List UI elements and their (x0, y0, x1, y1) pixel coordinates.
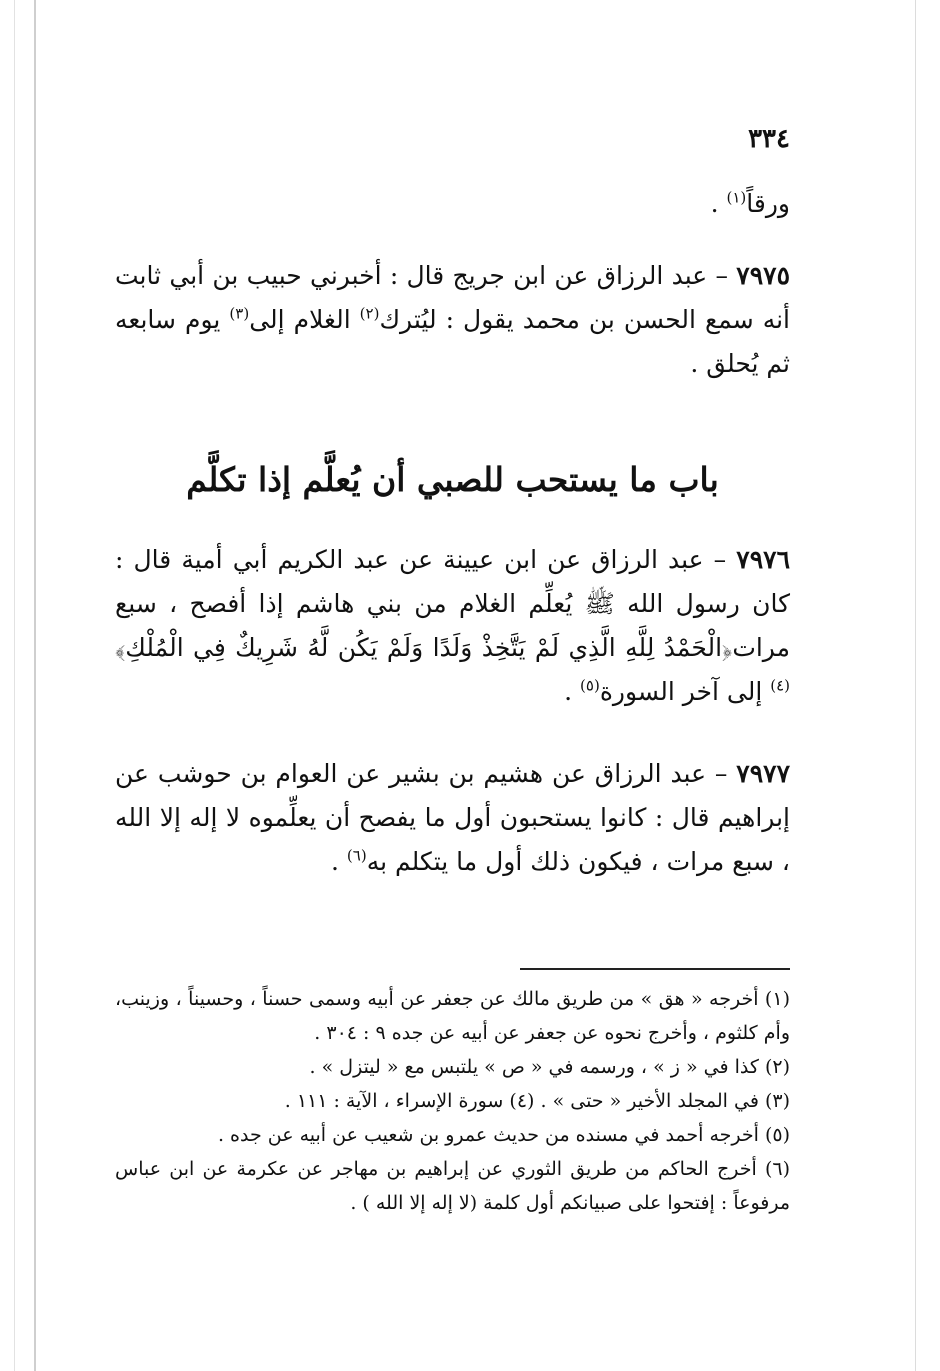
footnotes (115, 982, 790, 1220)
scan-edge-line (34, 0, 36, 1371)
chapter-heading: باب ما يستحب للصبي أن يُعلَّم إذا تكلَّم (186, 460, 719, 499)
hadith-number: ٧٩٧٦ (736, 545, 790, 574)
footnote-ref: (١) (726, 188, 747, 207)
quran-verse: ﴿الْحَمْدُ لِلَّهِ الَّذِي لَمْ يَتَّخِذْ وَلَدًا وَلَمْ يَكُن لَّهُ شَرِيكٌ فِي الْمُلْكِ﴾ (115, 633, 733, 662)
continuation-line (115, 182, 790, 226)
footnote-separator (520, 968, 790, 970)
footnote-ref: (٢) (359, 304, 380, 323)
footnote-5: (٥) أخرجه أحمد في مسنده من حديث عمرو بن شعيب عن أبيه عن جده . (217, 1124, 790, 1146)
hadith-text: إلى آخر السورة (599, 677, 771, 706)
footnote-1: (١) أخرجه « هق » من طريق مالك عن جعفر عن أبيه وسمى حسناً ، وحسيناً ، وزينب، وأم كلثوم ، وأخرج نحوه عن جعفر عن أبيه عن جده ٩ : ٣٠٤ . (115, 988, 790, 1044)
hadith-text: . (564, 677, 581, 706)
hadith-number: ٧٩٧٧ (736, 759, 790, 788)
hadith-7977 (115, 752, 790, 884)
hadith-text: يوم سابعه ثم يُحلق . (115, 305, 790, 378)
footnote-ref: (٦) (346, 846, 367, 865)
hadith-text: – عبد الرزاق عن هشيم بن بشير عن العوام بن حوشب عن إبراهيم قال : كانوا يستحبون أول ما يفصح أن يعلِّموه لا إله إلا الله ، سبع مرات ، فيكون ذلك أول ما يتكلم به (115, 759, 790, 876)
hadith-text: – عبد الرزاق عن ابن عيينة عن عبد الكريم أبي أمية قال : كان رسول الله ﷺ يُعلِّم الغلام من بني هاشم إذا أفصح ، سبع مرات (115, 545, 790, 662)
hadith-number: ٧٩٧٥ (736, 261, 790, 290)
page-number: ٣٣٤ (748, 124, 790, 154)
hadith-7976 (115, 538, 790, 714)
continuation-end: . (710, 189, 727, 218)
footnote-ref: (٣) (229, 304, 250, 323)
hadith-text: – عبد الرزاق عن ابن جريج قال : أخبرني حبيب بن أبي ثابت أنه سمع الحسن بن محمد يقول : ليُترك (115, 261, 790, 334)
hadith-text: . (331, 847, 347, 876)
footnote-2: (٢) كذا في « ز » ، ورسمه في « ص » يلتبس مع « ليتزل » . (309, 1056, 790, 1078)
hadith-text: الغلام إلى (249, 305, 360, 334)
footnote-6: (٦) أخرج الحاكم من طريق الثوري عن إبراهيم بن مهاجر عن عكرمة عن ابن عباس مرفوعاً : إفتحوا على صبيانكم أول كلمة (لا إله إلا الله ) . (115, 1158, 790, 1214)
footnote-ref: (٥) (580, 676, 600, 695)
scan-edge-line (915, 0, 916, 1371)
footnote-3-4: (٣) في المجلد الأخير « حتى » . (٤) سورة الإسراء ، الآية : ١١١ . (284, 1090, 790, 1112)
hadith-7975 (115, 254, 790, 386)
continuation-text: ورقاً (746, 189, 790, 218)
scan-edge-line (14, 0, 15, 1371)
footnote-ref: (٤) (770, 676, 790, 695)
